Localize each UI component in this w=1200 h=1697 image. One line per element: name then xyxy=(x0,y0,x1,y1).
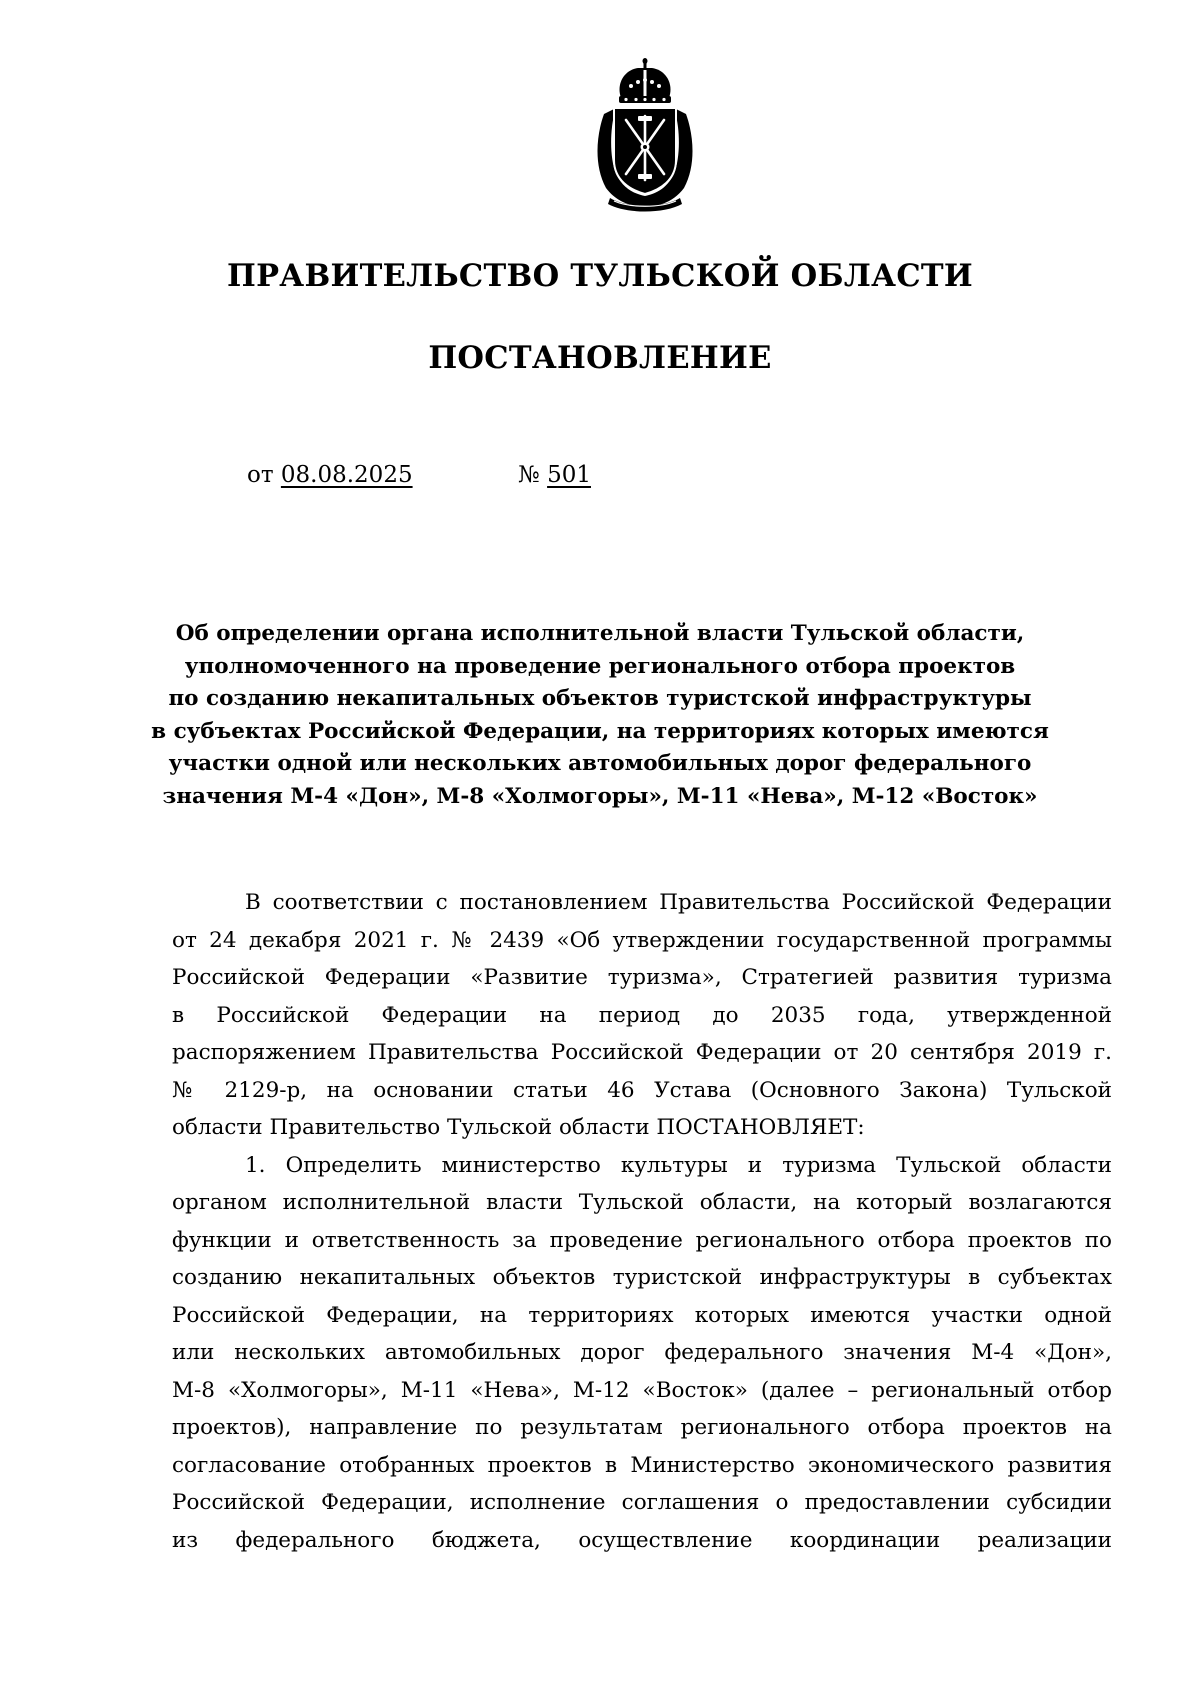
date-value: 08.08.2025 xyxy=(280,462,413,488)
subject-line: в субъектах Российской Федерации, на территориях которых имеются xyxy=(151,718,1049,744)
subject-line: значения М-4 «Дон», М-8 «Холмогоры», М-11 «Нева», М-12 «Восток» xyxy=(162,783,1038,809)
subject-line: по созданию некапитальных объектов туристской инфраструктуры xyxy=(168,686,1032,711)
body-line: в Российской Федерации на период до 2035 года, утвержденной xyxy=(172,1002,1112,1028)
body-line: распоряжением Правительства Российской Федерации от 20 сентября 2019 г. xyxy=(172,1040,1112,1065)
body-line: Российской Федерации, на территориях которых имеются участки одной xyxy=(172,1302,1112,1328)
number-prefix: № xyxy=(518,462,540,488)
body-line: функции и ответственность за проведение регионального отбора проектов по xyxy=(172,1227,1112,1253)
body-line: созданию некапитальных объектов туристской инфраструктуры в субъектах xyxy=(172,1265,1112,1290)
body-line: согласование отобранных проектов в Министерство экономического развития xyxy=(172,1452,1112,1478)
body-line: Российской Федерации, исполнение соглашения о предоставлении субсидии xyxy=(172,1490,1112,1515)
body-line: В соответствии с постановлением Правительства Российской Федерации xyxy=(245,890,1112,915)
document-date xyxy=(247,462,413,488)
government-title: ПРАВИТЕЛЬСТВО ТУЛЬСКОЙ ОБЛАСТИ xyxy=(226,258,974,294)
number-value: 501 xyxy=(547,462,591,488)
document-type-title: ПОСТАНОВЛЕНИЕ xyxy=(428,340,772,376)
body-line: области Правительство Тульской области ПОСТАНОВЛЯЕТ: xyxy=(172,1115,865,1140)
body-line: из федерального бюджета, осуществление координации реализации xyxy=(172,1527,1112,1553)
body-line: органом исполнительной власти Тульской области, на который возлагаются xyxy=(172,1190,1112,1215)
document-number xyxy=(518,462,591,488)
subject-line: Об определении органа исполнительной власти Тульской области, xyxy=(175,621,1025,646)
document-body xyxy=(172,884,1112,1559)
date-prefix: от xyxy=(247,462,274,488)
body-line: проектов), направление по результатам регионального отбора проектов на xyxy=(172,1415,1112,1440)
body-line: 1. Определить министерство культуры и туризма Тульской области xyxy=(245,1152,1112,1178)
document-subject xyxy=(100,618,1100,813)
body-line: от 24 декабря 2021 г. № 2439 «Об утверждении государственной программы xyxy=(172,927,1112,953)
body-line: Российской Федерации «Развитие туризма», Стратегией развития туризма xyxy=(172,965,1112,990)
coat-of-arms-icon xyxy=(586,56,704,213)
body-line: № 2129-р, на основании статьи 46 Устава (Основного Закона) Тульской xyxy=(172,1077,1112,1103)
body-line: М-8 «Холмогоры», М-11 «Нева», М-12 «Восток» (далее – региональный отбор xyxy=(172,1377,1112,1403)
subject-line: участки одной или нескольких автомобильных дорог федерального xyxy=(168,751,1032,776)
subject-line: уполномоченного на проведение регионального отбора проектов xyxy=(184,653,1016,679)
body-line: или нескольких автомобильных дорог федерального значения М-4 «Дон», xyxy=(172,1340,1112,1365)
